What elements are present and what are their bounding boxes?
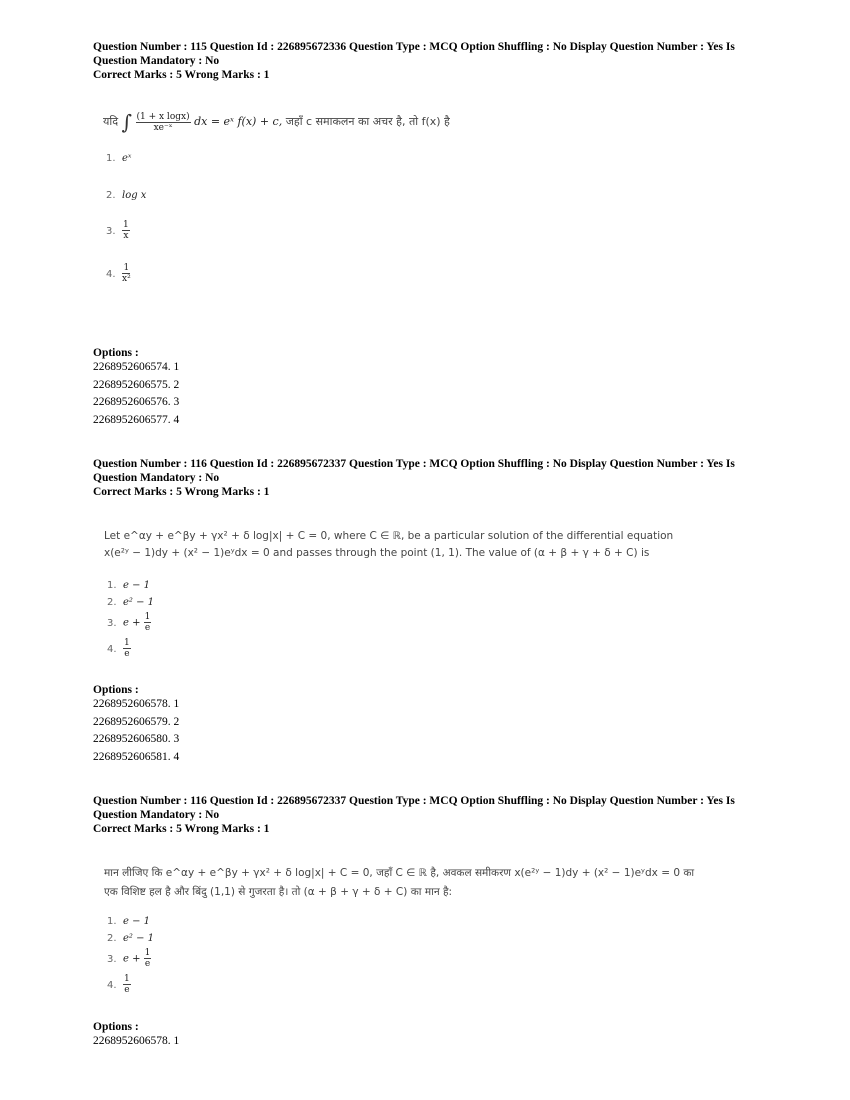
fraction-top: 1 [124, 638, 130, 648]
choice-text: log x [122, 190, 147, 201]
question-115-options [93, 347, 773, 429]
stem-math: dx = eˣ f(x) + c, [194, 115, 283, 128]
option-id: 2268952606580. 3 [93, 733, 180, 745]
fraction-bottom: x [123, 231, 129, 241]
choice-number: 4. [107, 643, 117, 655]
choice-1 [107, 580, 150, 591]
option-id: 2268952606581. 4 [93, 750, 180, 763]
option-id: 2268952606579. 2 [93, 715, 180, 728]
option-id: 2268952606574. 1 [93, 361, 180, 373]
choice-text: e² − 1 [123, 933, 155, 944]
option-id: 2268952606575. 2 [93, 378, 180, 391]
option-id: 2268952606576. 3 [93, 396, 180, 408]
choice-fraction [144, 612, 152, 633]
choice-number: 3. [107, 953, 117, 965]
meta-line-2: Question Mandatory : No [93, 55, 220, 67]
choice-4 [107, 974, 131, 995]
choice-number: 3. [107, 617, 117, 629]
choice-fraction [144, 948, 152, 969]
meta-line-3: Correct Marks : 5 Wrong Marks : 1 [93, 486, 270, 498]
choice-number: 2. [107, 597, 117, 608]
question-116-options [93, 684, 773, 766]
choice-2 [107, 933, 154, 944]
stem-fraction-top: (1 + x logx) [136, 111, 190, 122]
stem-fraction-bottom: xe⁻ˣ [153, 122, 173, 133]
choice-text: e − 1 [123, 580, 151, 591]
choice-fraction [123, 974, 131, 995]
fraction-top: 1 [124, 974, 130, 984]
option-id: 2268952606578. 1 [93, 1035, 180, 1047]
meta-line-1: Question Number : 116 Question Id : 226895672337 Question Type : MCQ Option Shuffling : No Display Question Number : Yes Is [93, 458, 735, 470]
choice-fraction [122, 220, 130, 241]
stem-line-1: मान लीजिए कि e^αy + e^βy + γx² + δ log|x| + C = 0, जहाँ C ∈ ℝ है, अवकल समीकरण x(e²ʸ − 1)dy + (x² − 1)eʸdx = 0 का [104, 867, 695, 879]
choice-number: 1. [106, 153, 116, 164]
choice-2 [106, 190, 146, 201]
choice-fraction [122, 263, 131, 284]
question-116-meta [93, 457, 773, 499]
choice-text: eˣ [122, 153, 132, 164]
question-116-hindi-meta [93, 794, 773, 836]
choice-3 [107, 948, 151, 969]
options-list [93, 1033, 773, 1051]
choice-number: 4. [107, 979, 117, 991]
choice-number: 2. [106, 190, 116, 201]
options-label: Options : [93, 1021, 139, 1033]
choice-4 [107, 638, 131, 659]
question-116-stem [104, 528, 734, 562]
fraction-top: 1 [144, 612, 151, 622]
question-115-stem [103, 110, 450, 134]
meta-line-1: Question Number : 116 Question Id : 226895672337 Question Type : MCQ Option Shuffling : No Display Question Number : Yes Is [93, 795, 735, 807]
choice-text: e + [123, 617, 141, 629]
question-115-meta [93, 40, 773, 82]
question-116-hindi-stem [104, 864, 744, 902]
choice-1 [106, 153, 131, 164]
choice-text: e² − 1 [123, 597, 155, 608]
choice-4 [106, 263, 131, 284]
question-116-hindi-options [93, 1021, 773, 1051]
option-id: 2268952606578. 1 [93, 698, 180, 710]
meta-line-3: Correct Marks : 5 Wrong Marks : 1 [93, 69, 270, 81]
choice-text: e − 1 [123, 916, 151, 927]
stem-line-1: Let e^αy + e^βy + γx² + δ log|x| + C = 0, where C ∈ ℝ, be a particular solution of the differential equation [104, 530, 674, 542]
fraction-bottom: e [124, 649, 130, 659]
fraction-top: 1 [144, 948, 151, 958]
fraction-bottom: e [144, 623, 151, 633]
meta-line-2: Question Mandatory : No [93, 472, 220, 484]
meta-line-2: Question Mandatory : No [93, 809, 220, 821]
meta-line-3: Correct Marks : 5 Wrong Marks : 1 [93, 823, 270, 835]
choice-number: 1. [107, 916, 117, 927]
choice-text: e + [123, 953, 141, 965]
stem-suffix: जहाँ c समाकलन का अचर है, तो f(x) है [285, 115, 450, 128]
meta-line-1: Question Number : 115 Question Id : 226895672336 Question Type : MCQ Option Shuffling : No Display Question Number : Yes Is [93, 41, 735, 53]
option-id: 2268952606577. 4 [93, 413, 180, 426]
choice-1 [107, 916, 150, 927]
options-label: Options : [93, 684, 139, 696]
choice-3 [106, 220, 130, 241]
fraction-top: 1 [123, 263, 130, 273]
stem-prefix: यदि [103, 115, 119, 128]
choice-2 [107, 597, 154, 608]
choice-number: 2. [107, 933, 117, 944]
choice-number: 4. [106, 268, 116, 280]
fraction-top: 1 [123, 220, 129, 230]
choice-number: 1. [107, 580, 117, 591]
choice-number: 3. [106, 225, 116, 237]
options-label: Options : [93, 347, 139, 359]
options-list [93, 359, 773, 429]
fraction-bottom: e [144, 959, 151, 969]
stem-line-2: x(e²ʸ − 1)dy + (x² − 1)eʸdx = 0 and passes through the point (1, 1). The value of (α + β + γ + δ + C) is [104, 547, 650, 559]
stem-fraction [136, 112, 191, 133]
integral-symbol: ∫ [121, 110, 132, 134]
options-list [93, 696, 773, 766]
stem-line-2: एक विशिष्ट हल है और बिंदु (1,1) से गुजरता है। तो (α + β + γ + δ + C) का मान है: [104, 886, 453, 898]
fraction-bottom: x² [122, 274, 131, 284]
fraction-bottom: e [124, 985, 130, 995]
choice-3 [107, 612, 151, 633]
choice-fraction [123, 638, 131, 659]
